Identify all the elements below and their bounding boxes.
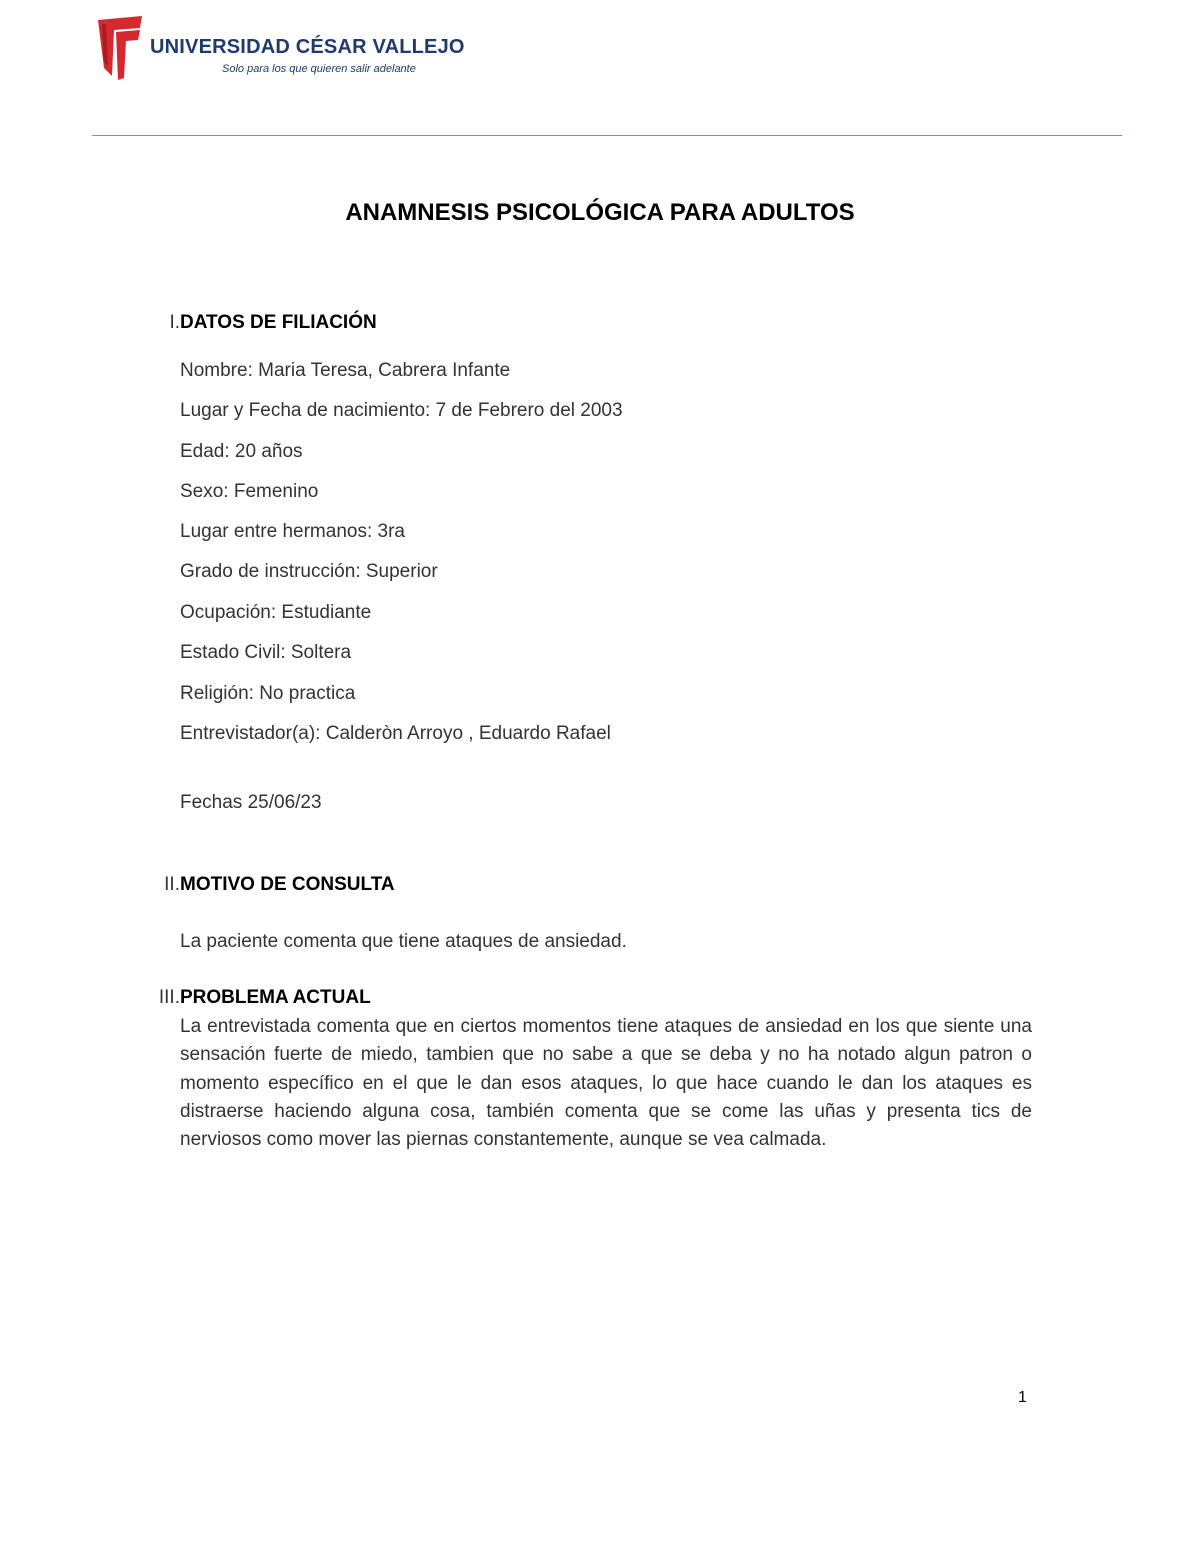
section-number: II. — [164, 874, 180, 895]
university-logo — [96, 16, 465, 82]
problema-actual-text: La entrevistada comenta que en ciertos momentos tiene ataques de ansiedad en los que siente una sensación fuerte de miedo, tambien que no sabe a que se deba y no ha notado algun patron o momento específico en el que le dan esos ataques, lo que hace cuando le dan los ataques es distraerse haciendo alguna cosa, también comenta que se come las uñas y presenta tics de nerviosos como mover las piernas constantemente, aunque se vea calmada. — [180, 1016, 1032, 1151]
motivo-consulta-text: La paciente comenta que tiene ataques de ansiedad. — [180, 931, 627, 952]
logo-name: UNIVERSIDAD CÉSAR VALLEJO — [150, 36, 465, 58]
logo-tagline: Solo para los que quieren salir adelante — [222, 63, 416, 75]
section-heading-motivo-consulta — [138, 874, 395, 896]
field-fecha: Fechas 25/06/23 — [180, 792, 322, 813]
field-religion: Religión: No practica — [180, 683, 356, 704]
field-edad: Edad: 20 años — [180, 441, 303, 462]
section-heading-problema-actual — [138, 987, 371, 1009]
page-number: 1 — [1018, 1389, 1027, 1406]
section-title: MOTIVO DE CONSULTA — [180, 874, 395, 895]
field-nombre: Nombre: Maria Teresa, Cabrera Infante — [180, 360, 511, 381]
field-grado-instruccion: Grado de instrucción: Superior — [180, 561, 438, 582]
header-divider — [92, 135, 1122, 136]
section-heading-datos-filiacion — [138, 312, 377, 334]
section-title: PROBLEMA ACTUAL — [180, 987, 371, 1008]
document-title: ANAMNESIS PSICOLÓGICA PARA ADULTOS — [345, 199, 855, 226]
university-shield-icon — [96, 16, 144, 80]
field-lugar-hermanos: Lugar entre hermanos: 3ra — [180, 521, 405, 542]
section-title: DATOS DE FILIACIÓN — [180, 312, 377, 333]
section-number: I. — [169, 312, 180, 333]
field-estado-civil: Estado Civil: Soltera — [180, 642, 352, 663]
section-number: III. — [158, 987, 180, 1008]
field-nacimiento: Lugar y Fecha de nacimiento: 7 de Febrero del 2003 — [180, 400, 623, 421]
field-ocupacion: Ocupación: Estudiante — [180, 602, 372, 623]
field-entrevistador: Entrevistador(a): Calderòn Arroyo , Eduardo Rafael — [180, 723, 611, 744]
field-sexo: Sexo: Femenino — [180, 481, 319, 502]
